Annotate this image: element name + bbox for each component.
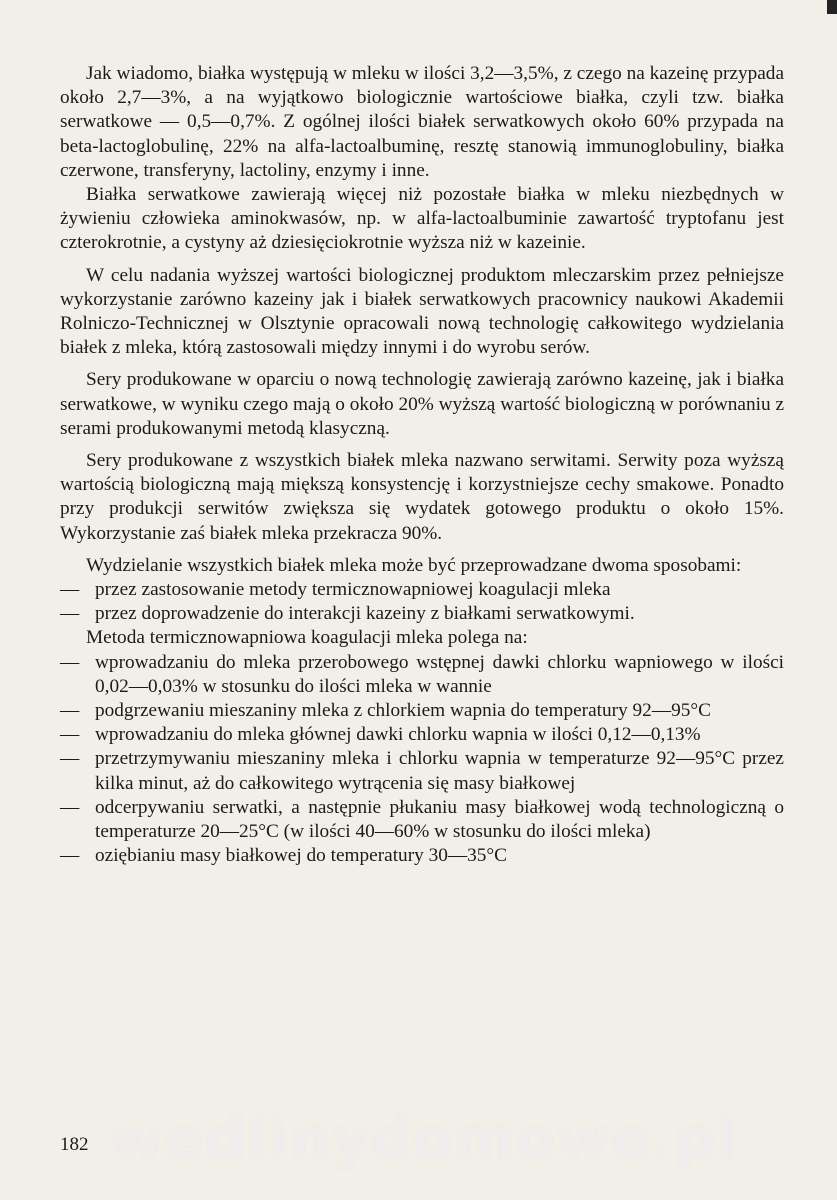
page-number: 182 (60, 1134, 89, 1155)
paragraph-new-cheeses: Sery produkowane w oparciu o nową technologię zawierają zarówno kazeinę, jak i białka serwatkowe, w wyniku czego mają o około 20% wyższą wartość biologiczną w porównaniu z serami produkowanymi metodą klasyczną. (60, 369, 784, 439)
list-item: — przetrzymywaniu mieszaniny mleka i chlorku wapnia w temperaturze 92—95°C przez kilka minut, aż do całkowitego wytrącenia się masy białkowej (60, 747, 784, 795)
list-item: — wprowadzaniu do mleka głównej dawki chlorku wapnia w ilości 0,12—0,13% (60, 723, 784, 747)
separation-list (60, 578, 784, 626)
list-item: — odcerpywaniu serwatki, a następnie płukaniu masy białkowej wodą technologiczną o temperaturze 20—25°C (w ilości 40—60% w stosunku do ilości mleka) (60, 796, 784, 844)
list-item: — przez zastosowanie metody termicznowapniowej koagulacji mleka (60, 578, 784, 602)
paragraph-new-technology: W celu nadania wyższej wartości biologicznej produktom mleczarskim przez pełniejsze wykorzystanie zarówno kazeiny jak i białek serwatkowych pracownicy naukowi Akademii Rolniczo-Technicznej w Olsztynie opracowali nową technologię całkowitego wydzielania białek z mleka, którą zastosowali między innymi i do wyrobu serów. (60, 264, 784, 359)
method-intro: Metoda termicznowapniowa koagulacji mleka polega na: (86, 627, 528, 649)
page-edge-mark (827, 0, 837, 14)
list-item: — oziębianiu masy białkowej do temperatury 30—35°C (60, 844, 784, 868)
method-steps-list (60, 651, 784, 869)
separation-intro: Wydzielanie wszystkich białek mleka może być przeprowadzane dwoma sposobami: (86, 554, 742, 576)
paragraph-proteins-in-milk: Jak wiadomo, białka występują w mleku w ilości 3,2—3,5%, z czego na kazeinę przypada około 2,7—3%, a na wyjątkowo biologicznie wartościowe białka, czyli tzw. białka serwatkowe — 0,5—0,7%. Z ogólnej ilości białek serwatkowych około 60% przypada na beta-lactoglobulinę, 22% na alfa-lactoalbuminę, resztę stanowią immunoglobuliny, białka czerwone, transferyny, lactoliny, enzymy i inne. (60, 63, 784, 181)
list-item: — wprowadzaniu do mleka przerobowego wstępnej dawki chlorku wapniowego w ilości 0,02—0,03% w stosunku do ilości mleka w wannie (60, 651, 784, 699)
list-item: — przez doprowadzenie do interakcji kazeiny z białkami serwatkowymi. (60, 602, 784, 626)
list-item: — podgrzewaniu mieszaniny mleka z chlorkiem wapnia do temperatury 92—95°C (60, 699, 784, 723)
watermark: wedlinydomowe.pl (110, 1104, 738, 1172)
paragraph-serwity: Sery produkowane z wszystkich białek mleka nazwano serwitami. Serwity poza wyższą wartością biologiczną mają miększą konsystencję i korzystniejsze cechy smakowe. Ponadto przy produkcji serwitów zwiększa się wydatek gotowego produktu o około 15%. Wykorzystanie zaś białek mleka przekracza 90%. (60, 450, 784, 544)
body-text (60, 62, 784, 869)
paragraph-whey-proteins: Białka serwatkowe zawierają więcej niż pozostałe białka w mleku niezbędnych w żywieniu człowieka aminokwasów, np. w alfa-lactoalbuminie zawartość tryptofanu jest czterokrotnie, a cystyny aż dziesięciokrotnie wyższa niż w kazeinie. (60, 184, 784, 254)
